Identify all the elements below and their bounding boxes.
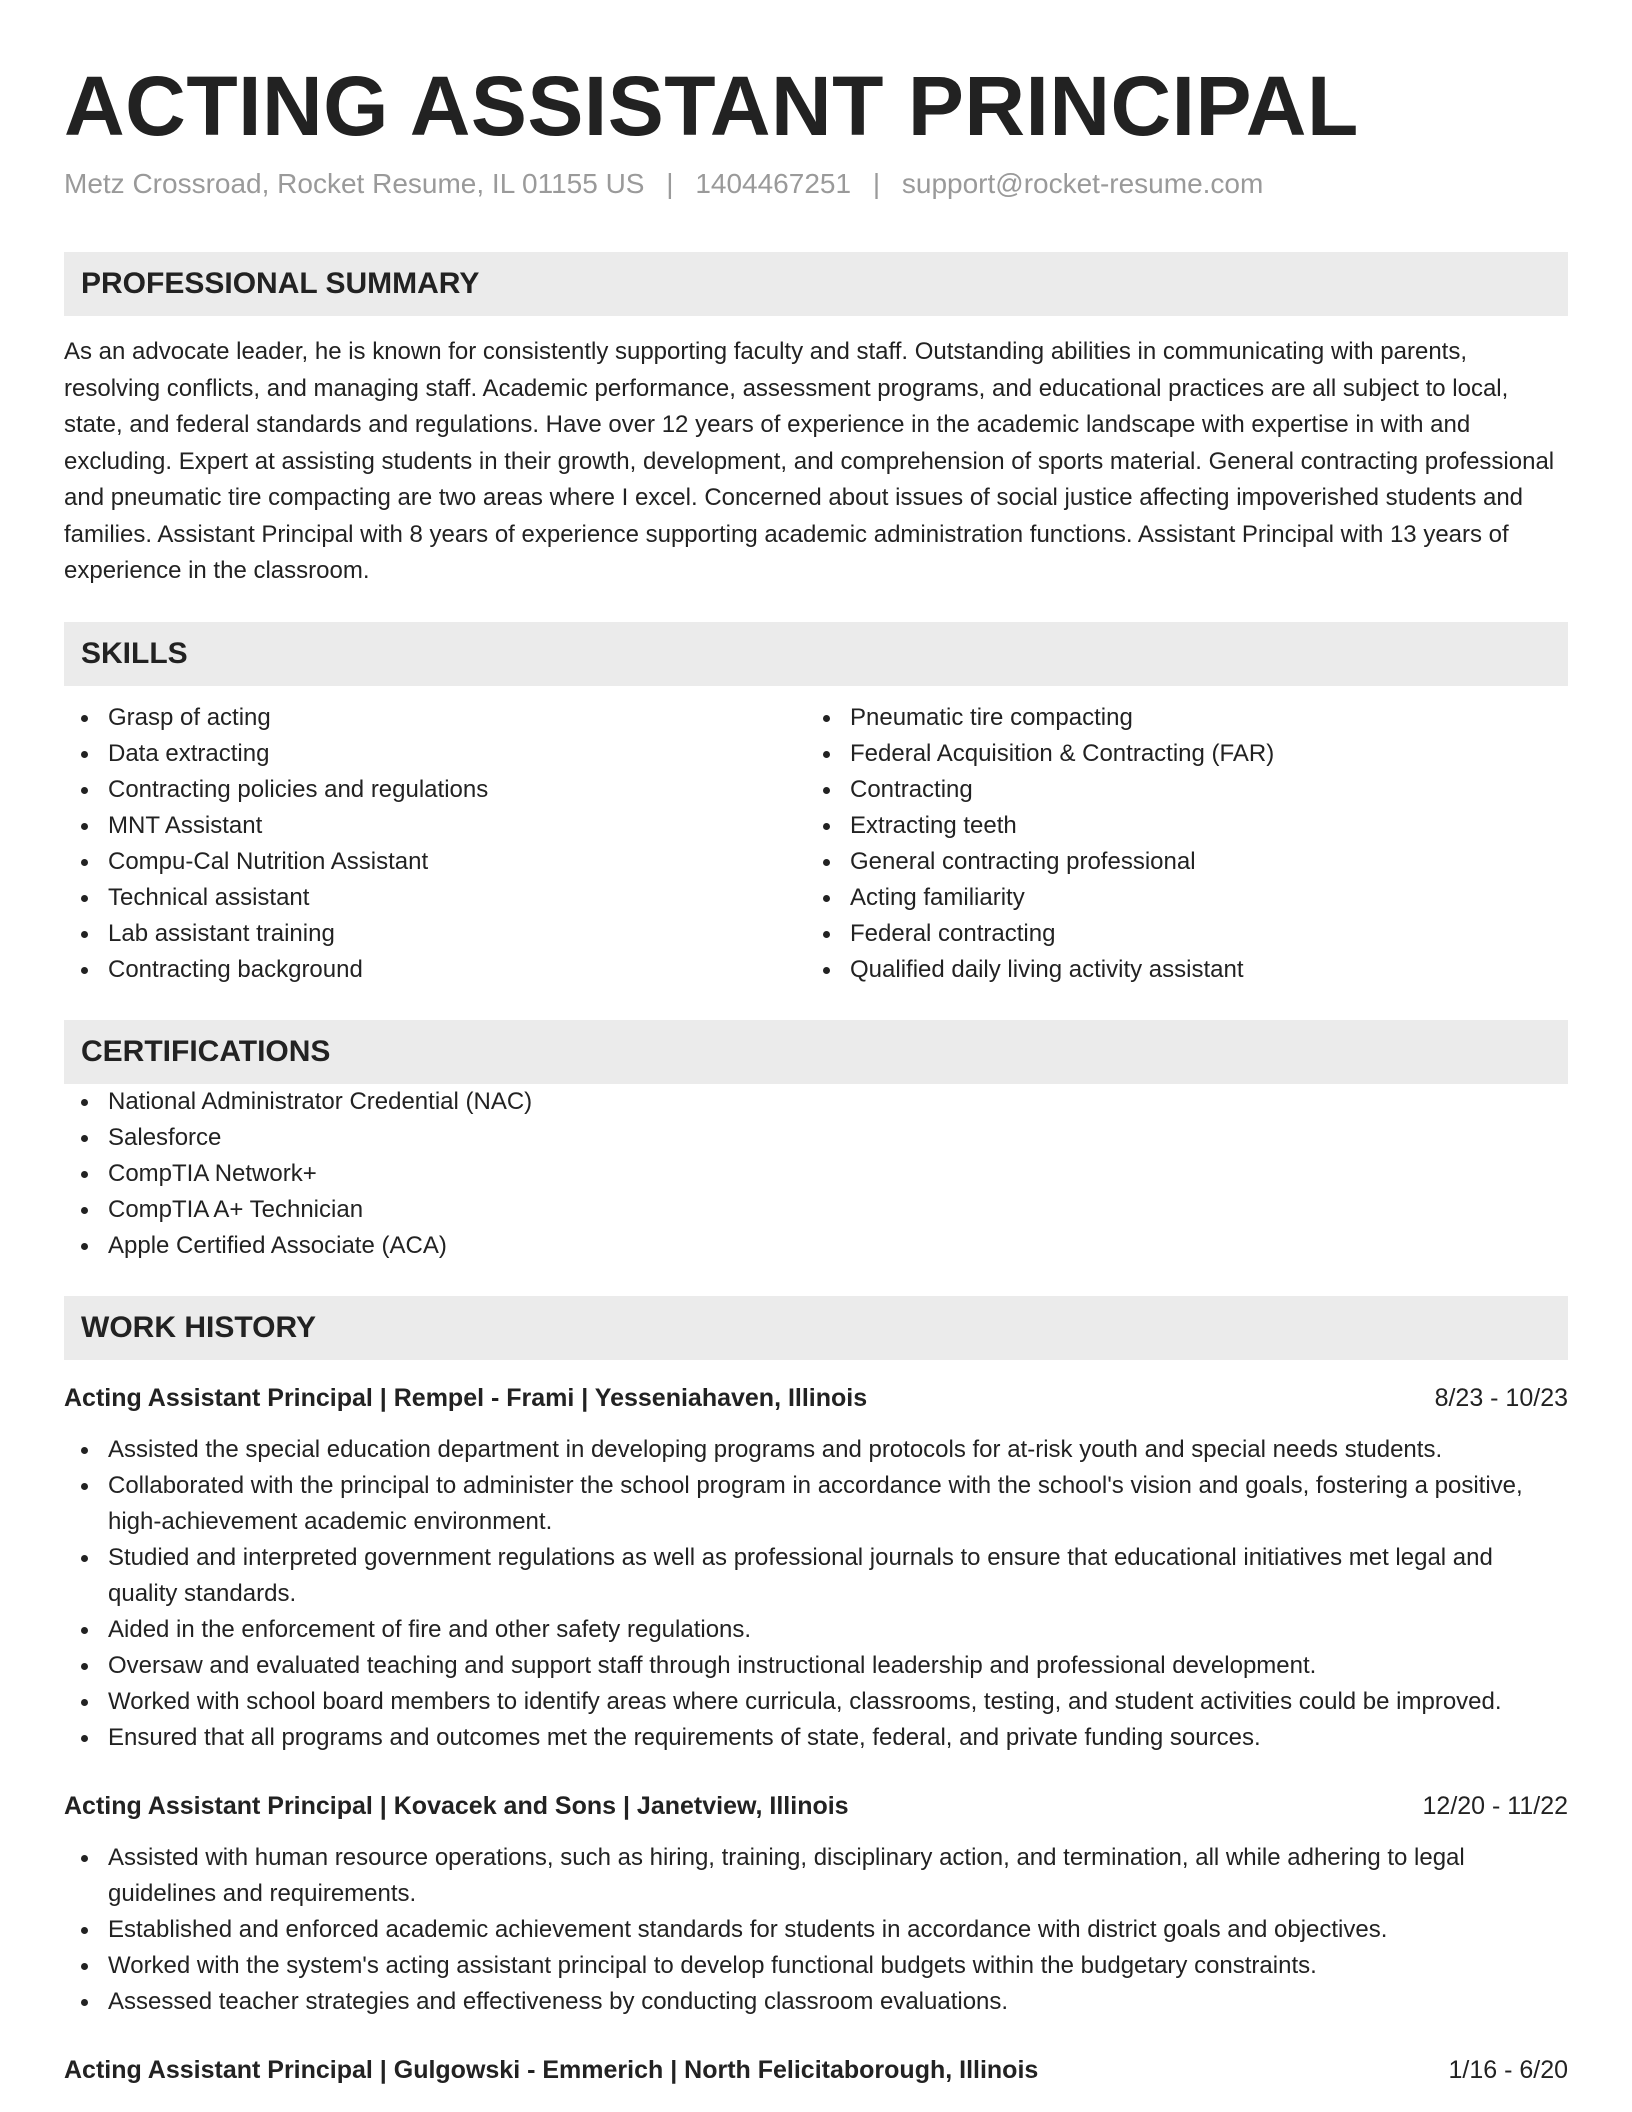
job-bullet: Ensured that all programs and outcomes met the requirements of state, federal, and private funding sources. [64,1720,1568,1756]
certification-item: Salesforce [64,1120,1568,1156]
skill-item: Pneumatic tire compacting [806,700,1548,736]
contact-email: support@rocket-resume.com [901,168,1264,199]
skill-item: Technical assistant [64,880,806,916]
job-bullet: Worked with school board members to identify areas where curricula, classrooms, testing, and student activities could be improved. [64,1684,1568,1720]
skills-list-right [806,700,1548,988]
skill-item: MNT Assistant [64,808,806,844]
skill-item: Federal Acquisition & Contracting (FAR) [806,736,1548,772]
certification-item: National Administrator Credential (NAC) [64,1084,1568,1120]
job-entry [64,2052,1568,2088]
job-bullet: Collaborated with the principal to administer the school program in accordance with the school's vision and goals, fostering a positive, high-achievement academic environment. [64,1468,1568,1540]
section-header-skills: SKILLS [64,622,1568,686]
skill-item: Compu-Cal Nutrition Assistant [64,844,806,880]
contact-phone: 1404467251 [695,168,852,199]
job-bullet: Worked with the system's acting assistant principal to develop functional budgets within the budgetary constraints. [64,1948,1568,1984]
skills-column-right [806,700,1548,988]
skill-item: Qualified daily living activity assistant [806,952,1548,988]
job-dates: 12/20 - 11/22 [1422,1791,1568,1820]
job-title: Acting Assistant Principal | Rempel - Frami | Yesseniahaven, Illinois [64,1383,868,1412]
skill-item: Grasp of acting [64,700,806,736]
skills-column-left [64,700,806,988]
certifications-list [64,1084,1568,1264]
section-header-certifications: CERTIFICATIONS [64,1020,1568,1084]
skill-item: Contracting policies and regulations [64,772,806,808]
job-bullet: Assessed teacher strategies and effectiveness by conducting classroom evaluations. [64,1984,1568,2020]
certification-item: Apple Certified Associate (ACA) [64,1228,1568,1264]
summary-text: As an advocate leader, he is known for consistently supporting faculty and staff. Outstanding abilities in communicating with parents, resolving conflicts, and managing staff. Academic performance, assessment programs, and educational practices are all subject to local, state, and federal standards and regulations. Have over 12 years of experience in the academic landscape with expertise in with and excluding. Expert at assisting students in their growth, development, and comprehension of sports material. General contracting professional and pneumatic tire compacting are two areas where I excel. Concerned about issues of social justice affecting impoverished students and families. Assistant Principal with 8 years of experience supporting academic administration functions. Assistant Principal with 13 years of experience in the classroom. [64,338,1555,584]
skill-item: Acting familiarity [806,880,1548,916]
skills-grid [64,700,1568,988]
certification-item: CompTIA A+ Technician [64,1192,1568,1228]
skill-item: Contracting background [64,952,806,988]
contact-address: Metz Crossroad, Rocket Resume, IL 01155 US [64,168,645,199]
job-dates: 8/23 - 10/23 [1434,1383,1568,1412]
certification-item: CompTIA Network+ [64,1156,1568,1192]
job-bullet: Aided in the enforcement of fire and other safety regulations. [64,1612,1568,1648]
resume-page [64,0,1568,2088]
job-bullet: Studied and interpreted government regulations as well as professional journals to ensure that educational initiatives met legal and quality standards. [64,1540,1568,1612]
job-bullet: Assisted the special education department in developing programs and protocols for at-risk youth and special needs students. [64,1432,1568,1468]
contact-line [64,166,1568,202]
skill-item: Data extracting [64,736,806,772]
skill-item: Lab assistant training [64,916,806,952]
job-entry [64,1380,1568,1756]
resume-title: ACTING ASSISTANT PRINCIPAL [64,59,1359,153]
job-bullets [64,1840,1568,2020]
job-dates: 1/16 - 6/20 [1448,2055,1568,2084]
contact-separator: | [666,168,674,199]
section-header-summary: PROFESSIONAL SUMMARY [64,252,1568,316]
job-header [64,2052,1568,2088]
section-header-work-history: WORK HISTORY [64,1296,1568,1360]
job-entry [64,1788,1568,2020]
job-bullet: Oversaw and evaluated teaching and support staff through instructional leadership and professional development. [64,1648,1568,1684]
job-title: Acting Assistant Principal | Kovacek and Sons | Janetview, Illinois [64,1791,849,1820]
job-header [64,1380,1568,1416]
job-bullets [64,1432,1568,1756]
job-title: Acting Assistant Principal | Gulgowski - Emmerich | North Felicitaborough, Illinois [64,2055,1039,2084]
skill-item: Federal contracting [806,916,1548,952]
job-header [64,1788,1568,1824]
skills-list-left [64,700,806,988]
job-bullet: Established and enforced academic achievement standards for students in accordance with district goals and objectives. [64,1912,1568,1948]
skill-item: General contracting professional [806,844,1548,880]
job-bullet: Assisted with human resource operations, such as hiring, training, disciplinary action, and termination, all while adhering to legal guidelines and requirements. [64,1840,1568,1912]
skill-item: Contracting [806,772,1548,808]
contact-separator: | [872,168,881,199]
skill-item: Extracting teeth [806,808,1548,844]
